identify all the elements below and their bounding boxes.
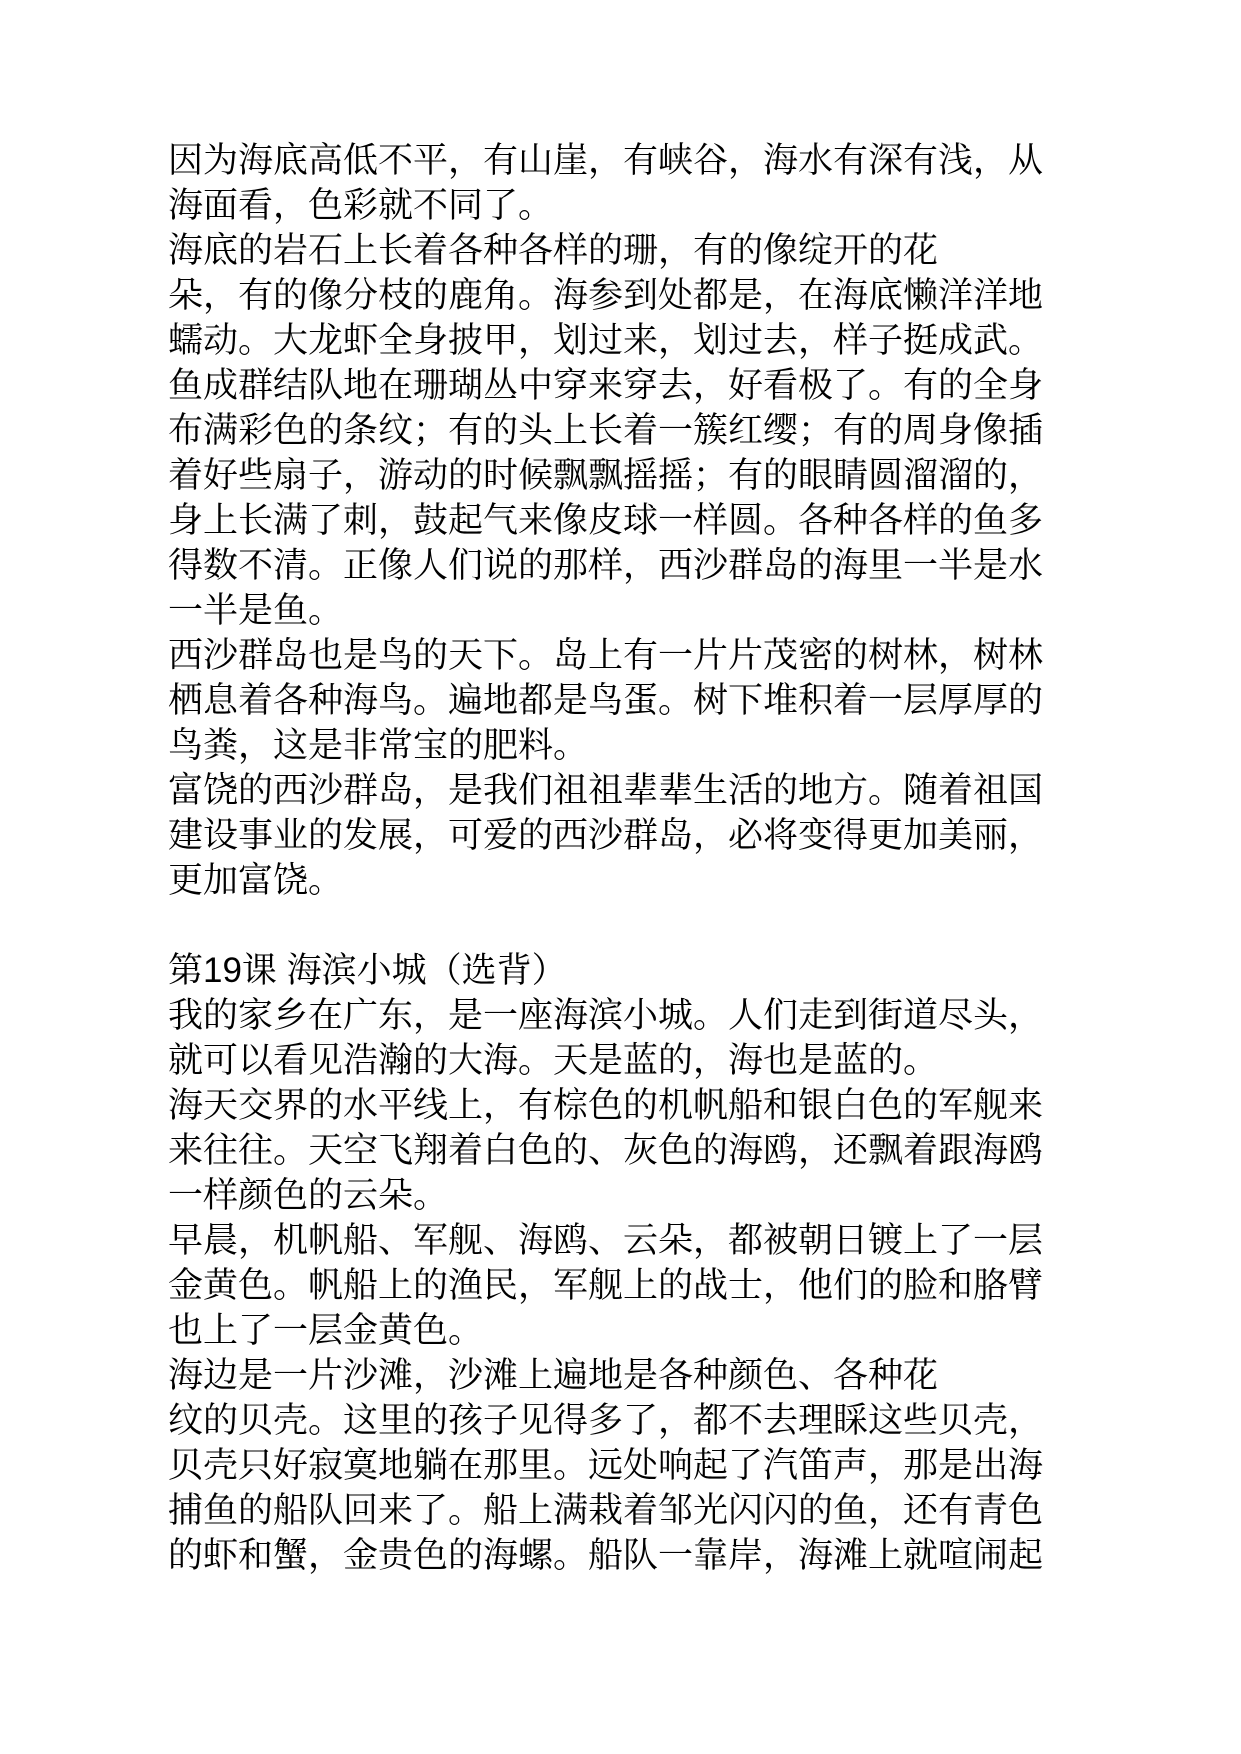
- text-line: 的虾和蟹，金贵色的海螺。船队一靠岸，海滩上就喧闹起: [168, 1536, 1044, 1575]
- text-line: 我的家乡在广东，是一座海滨小城。人们走到街道尽头，: [168, 996, 1044, 1035]
- text-line: 建设事业的发展，可爱的西沙群岛，必将变得更加美丽，: [168, 816, 1044, 855]
- text-line: 贝壳只好寂寞地躺在那里。远处响起了汽笛声，那是出海: [168, 1446, 1044, 1485]
- text-line: 因为海底高低不平，有山崖，有峡谷，海水有深有浅，从: [168, 141, 1044, 180]
- text-line: 早晨，机帆船、军舰、海鸥、云朵，都被朝日镀上了一层: [168, 1221, 1044, 1260]
- text-line: 海边是一片沙滩，沙滩上遍地是各种颜色、各种花: [168, 1356, 939, 1395]
- text-line: 金黄色。帆船上的渔民，军舰上的战士，他们的脸和胳臂: [168, 1266, 1044, 1305]
- text-line: 一样颜色的云朵。: [168, 1176, 449, 1215]
- text-line: 富饶的西沙群岛，是我们祖祖辈辈生活的地方。随着祖国: [168, 771, 1044, 810]
- text-line: 捕鱼的船队回来了。船上满栽着邹光闪闪的鱼，还有青色: [168, 1491, 1044, 1530]
- blank-line: [168, 903, 1068, 948]
- lesson-title: 第19课 海滨小城（选背）: [168, 951, 567, 990]
- text-line: 海底的岩石上长着各种各样的珊，有的像绽开的花: [168, 231, 939, 270]
- text-line: 海面看，色彩就不同了。: [168, 186, 554, 225]
- text-line: 身上长满了刺，鼓起气来像皮球一样圆。各种各样的鱼多: [168, 501, 1044, 540]
- text-line: 朵，有的像分枝的鹿角。海参到处都是，在海底懒洋洋地: [168, 276, 1044, 315]
- text-block: [168, 138, 1068, 1578]
- text-line: 鱼成群结队地在珊瑚丛中穿来穿去，好看极了。有的全身: [168, 366, 1044, 405]
- text-line: 海天交界的水平线上，有棕色的机帆船和银白色的军舰来: [168, 1086, 1044, 1125]
- text-line: 得数不清。正像人们说的那样，西沙群岛的海里一半是水: [168, 546, 1044, 585]
- text-line: 西沙群岛也是鸟的天下。岛上有一片片茂密的树林，树林: [168, 636, 1044, 675]
- text-line: 栖息着各种海鸟。遍地都是鸟蛋。树下堆积着一层厚厚的: [168, 681, 1044, 720]
- text-line: 鸟粪，这是非常宝的肥料。: [168, 726, 589, 765]
- text-line: 也上了一层金黄色。: [168, 1311, 484, 1350]
- text-line: 一半是鱼。: [168, 591, 344, 630]
- text-line: 来往往。天空飞翔着白色的、灰色的海鸥，还飘着跟海鸥: [168, 1131, 1044, 1170]
- text-line: 就可以看见浩瀚的大海。天是蓝的，海也是蓝的。: [168, 1041, 939, 1080]
- text-line: 纹的贝壳。这里的孩子见得多了，都不去理睬这些贝壳，: [168, 1401, 1044, 1440]
- text-line: 蠕动。大龙虾全身披甲，划过来，划过去，样子挺成武。: [168, 321, 1044, 360]
- text-line: 更加富饶。: [168, 861, 344, 900]
- text-line: 布满彩色的条纹；有的头上长着一簇红缨；有的周身像插: [168, 411, 1044, 450]
- text-line: 着好些扇子，游动的时候飘飘摇摇；有的眼睛圆溜溜的，: [168, 456, 1044, 495]
